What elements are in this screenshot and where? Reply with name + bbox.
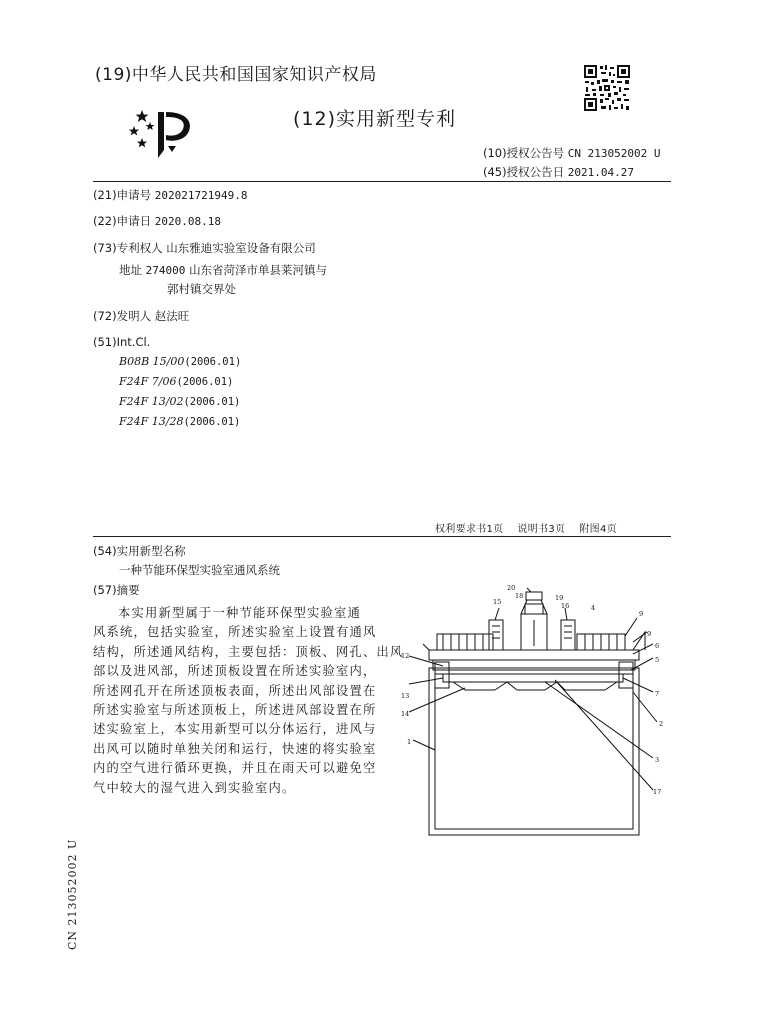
drawing-label: 9 (647, 630, 652, 638)
abstract-line: 所述实验室与所述顶板上，所述进风部设置在所 (93, 702, 377, 717)
publication-date: (45)授权公告日 2021.04.27 (483, 165, 634, 179)
application-number: (21)申请号 202021721949.8 (93, 188, 248, 202)
abstract-text (93, 603, 403, 797)
drawing-label: 4 (591, 604, 596, 612)
drawing-label: 19 (555, 594, 564, 602)
drawing-label: 6 (655, 642, 660, 650)
drawing-label: 9 (639, 610, 644, 618)
abstract-line: 本实用新型属于一种节能环保型实验室通 (118, 606, 361, 620)
drawing-label: 2 (659, 720, 664, 728)
drawing-label: 16 (561, 602, 570, 610)
document-type: (12)实用新型专利 (293, 108, 457, 130)
patentee-address-cont: 郭村镇交界处 (167, 282, 236, 296)
abstract-line: 风系统，包括实验室，所述实验室上设置有通风 (93, 625, 377, 640)
publication-number: (10)授权公告号 CN 213052002 U (483, 146, 661, 160)
office-name: (19)中华人民共和国国家知识产权局 (95, 65, 377, 85)
drawing-label: 7 (655, 690, 660, 698)
page-counts: 权利要求书1页 说明书3页 附图4页 (435, 524, 617, 535)
drawing-label: 12 (401, 652, 410, 660)
abstract-line: 所述网孔开在所述顶板表面，所述出风部设置在 (93, 683, 377, 698)
abstract-label: (57)摘要 (93, 583, 140, 597)
abstract-line: 出风可以随时单独关闭和运行，快速的将实验室 (93, 741, 377, 756)
cnipa-logo (128, 106, 200, 160)
abstract-line: 结构，所述通风结构，主要包括：顶板、网孔、出风 (93, 644, 404, 659)
drawing-label: 1 (407, 738, 412, 746)
ipc-code: F24F 13/28(2006.01) (119, 415, 241, 428)
side-publication-number: CN 213052002 U (66, 838, 79, 950)
drawing-label: 15 (493, 598, 502, 606)
drawing-label: 18 (515, 592, 524, 600)
patentee-address: 地址 274000 山东省菏泽市单县莱河镇与 (119, 263, 328, 277)
drawing-label: 20 (507, 584, 516, 592)
abstract-line: 气中较大的湿气进入到实验室内。 (93, 780, 296, 795)
abstract-line: 部以及进风部，所述顶板设置在所述实验室内， (93, 664, 377, 679)
drawing-label: 13 (401, 692, 410, 700)
int-cl-label: (51)Int.Cl. (93, 335, 151, 349)
ipc-code: B08B 15/00(2006.01) (119, 355, 242, 368)
ipc-code: F24F 7/06(2006.01) (119, 375, 234, 388)
utility-model-title: 一种节能环保型实验室通风系统 (119, 563, 280, 577)
abstract-drawing (395, 580, 685, 840)
abstract-line: 述实验室上，本实用新型可以分体运行，进风与 (93, 722, 377, 737)
ipc-code: F24F 13/02(2006.01) (119, 395, 241, 408)
section-divider (93, 536, 671, 537)
application-date: (22)申请日 2020.08.18 (93, 214, 221, 228)
drawing-label: 3 (655, 756, 660, 764)
header-divider (93, 181, 671, 182)
title-label: (54)实用新型名称 (93, 544, 186, 558)
drawing-label: 14 (401, 710, 410, 718)
qr-code (583, 64, 631, 112)
drawing-label: 5 (655, 656, 660, 664)
abstract-line: 内的空气进行循环更换，并且在雨天可以避免空 (93, 761, 377, 776)
drawing-label: 17 (653, 788, 662, 796)
patentee: (73)专利权人 山东雅迪实验室设备有限公司 (93, 241, 316, 255)
inventor: (72)发明人 赵法旺 (93, 309, 190, 323)
